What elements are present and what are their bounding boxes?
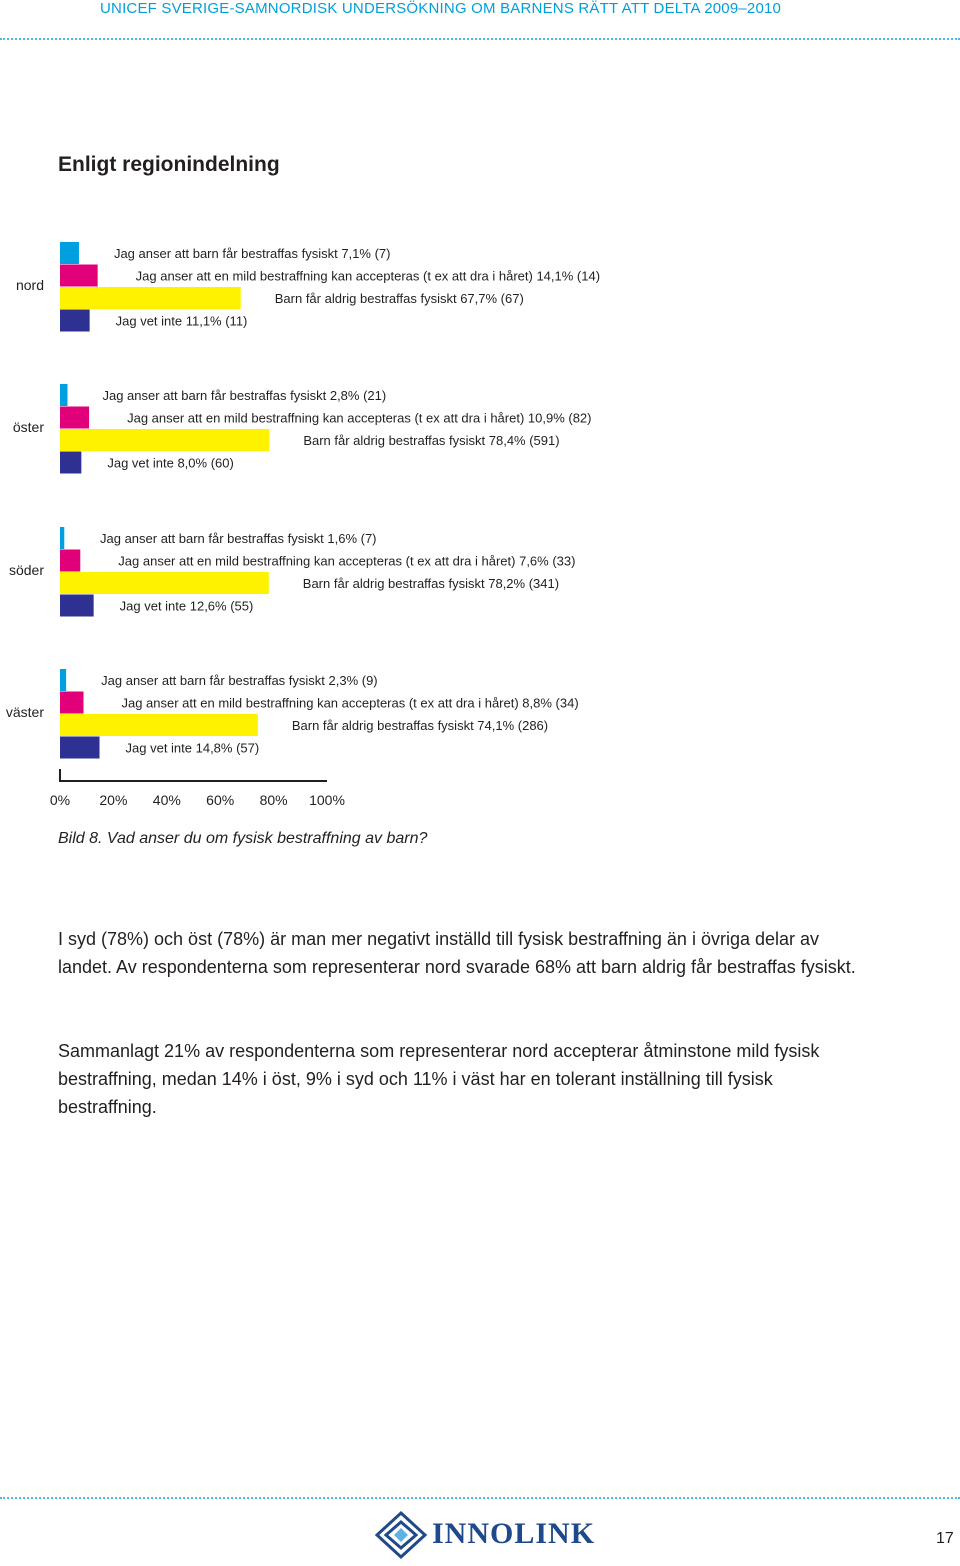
bar-label: Barn får aldrig bestraffas fysiskt 74,1% (286) [291,718,549,733]
bar-label: Barn får aldrig bestraffas fysiskt 67,7% (67) [274,291,524,306]
bar-label: Jag vet inte 8,0% (60) [107,455,234,471]
bar-label: Jag anser att barn får bestraffas fysiskt 1,6% (7) [100,531,377,546]
x-tick-label: 100% [309,792,345,808]
section-title: Enligt regionindelning [58,153,280,176]
bar-label: Barn får aldrig bestraffas fysiskt 78,2% (341) [302,576,560,591]
bar [60,595,94,617]
page-number: 17 [936,1530,954,1547]
x-tick-label: 40% [152,792,181,808]
x-tick-label: 60% [206,792,235,808]
bar [60,572,269,594]
bar [60,527,64,549]
body-paragraph-2: Sammanlagt 21% av respondenterna som representerar nord accepterar åtminstone mild fysisk bestraffning, medan 14% i öst, 9% i syd och 11% i väst har en tolerant inställning till fysisk bestraffning. [58,1041,820,1117]
bar-label: Jag anser att barn får bestraffas fysiskt 2,8% (21) [102,388,387,403]
bar [60,310,90,332]
bar-label: Jag anser att barn får bestraffas fysiskt 7,1% (7) [113,246,391,261]
bar-label: Jag vet inte 14,8% (57) [125,740,260,756]
region-label: väster [5,704,44,720]
body-paragraph-1: I syd (78%) och öst (78%) är man mer negativt inställd till fysisk bestraffning än i övriga delar av landet. Av respondenterna som representerar nord svarade 68% att barn aldrig får bestraffas fysiskt. [58,929,856,977]
bar [60,550,80,572]
bar [60,669,66,691]
bar-label: Jag vet inte 11,1% (11) [115,313,248,329]
bar-label: Jag anser att en mild bestraffning kan accepteras (t ex att dra i håret) 10,9% (82) [127,410,592,426]
bar-label: Jag anser att en mild bestraffning kan accepteras (t ex att dra i håret) 14,1% (14) [135,268,601,284]
bar [60,452,81,474]
bar-label: Jag anser att en mild bestraffning kan accepteras (t ex att dra i håret) 8,8% (34) [121,695,579,711]
bar [60,265,98,287]
bar [60,407,89,429]
region-label: nord [15,277,44,293]
x-tick-label: 80% [259,792,288,808]
bar-label: Jag vet inte 12,6% (55) [119,598,254,614]
bar [60,287,241,309]
bar [60,714,258,736]
bar-label: Barn får aldrig bestraffas fysiskt 78,4% (591) [303,433,560,448]
bar [60,384,67,406]
region-label: öster [12,419,44,435]
x-tick-label: 0% [49,792,71,808]
footer-dotted-divider [0,1497,960,1499]
bar-label: Jag anser att en mild bestraffning kan accepteras (t ex att dra i håret) 7,6% (33) [118,553,576,569]
bar [60,429,269,451]
bar [60,737,100,759]
bar [60,242,79,264]
region-label: söder [8,562,44,578]
innolink-logo-text: INNOLINK [432,1517,596,1550]
chart-caption: Bild 8. Vad anser du om fysisk bestraffning av barn? [58,830,428,847]
bar [60,692,83,714]
x-tick-label: 20% [99,792,128,808]
page-header-title: UNICEF SVERIGE-SAMNORDISK UNDERSÖKNING OM BARNENS RÄTT ATT DELTA 2009–2010 [100,0,782,17]
bar-label: Jag anser att barn får bestraffas fysiskt 2,3% (9) [101,673,378,688]
innolink-logo-icon [374,1510,428,1560]
